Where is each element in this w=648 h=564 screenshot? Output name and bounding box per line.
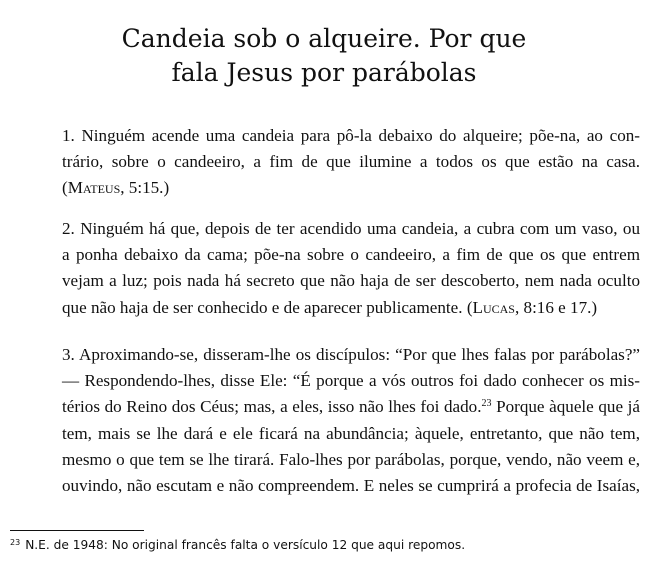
chapter-title-line-2: fala Jesus por parábolas xyxy=(171,58,477,87)
paragraph-2-line-3: vejam a luz; pois nada há secreto que não haja de ser descoberto, nem nada oculto xyxy=(62,271,640,291)
paragraph-3-line-5: mesmo o que tem se lhe tirará. Falo-lhes por parábolas, porque, vendo, não veem e, xyxy=(62,449,640,469)
scripture-reference-name: Mateus xyxy=(67,178,121,198)
footnote-reference[interactable]: 23 xyxy=(481,398,492,410)
paragraph-3-line-1: 3. Aproximando-se, disseram-lhe os discípulos: “Por que lhes falas por parábolas?” xyxy=(62,345,640,364)
paragraph-1-line-2: trário, sobre o candeeiro, a fim de que ilumine a todos os que estão na casa. xyxy=(62,152,640,172)
footnote-divider xyxy=(10,530,144,531)
paragraph-3-line-4: tem, mais se lhe dará e ele ficará na abundância; àquele, entretanto, que não tem, xyxy=(62,423,640,443)
paragraph-3-line-6: ouvindo, não escutam e não compreendem. E neles se cumprirá a profecia de Isaías, xyxy=(62,475,640,495)
paragraph-3-line-2: — Respondendo-lhes, disse Ele: “É porque a vós outros foi dado conhecer os mis- xyxy=(62,371,640,391)
scripture-reference-verse: , 8:16 e 17.) xyxy=(514,297,598,317)
chapter-title-line-1: Candeia sob o alqueire. Por que xyxy=(121,24,527,53)
paragraph-3-line-3-before: térios do Reino dos Céus; mas, a eles, isso não lhes foi dado. xyxy=(62,397,482,417)
footnote-number: 23 xyxy=(10,538,21,547)
scripture-reference-name: Lucas xyxy=(472,297,515,317)
paragraph-1 xyxy=(62,123,640,202)
paragraph-2-line-2: a ponha debaixo da cama; põe-na sobre o candeeiro, a fim de que os que entrem xyxy=(62,245,640,265)
footnote-text: N.E. de 1948: No original francês falta o versículo 12 que aqui repomos. xyxy=(25,538,466,552)
paragraph-1-line-1: 1. Ninguém acende uma candeia para pô-la debaixo do alqueire; põe-na, ao con- xyxy=(62,126,640,145)
reference-open-paren: ( xyxy=(62,178,68,198)
footnote xyxy=(10,537,465,553)
paragraph-2-line-4 xyxy=(62,295,640,321)
paragraph-3-line-3 xyxy=(62,394,640,420)
paragraph-3-line-3-after: Porque àquele que já xyxy=(491,397,640,417)
paragraph-2-line-1: 2. Ninguém há que, depois de ter acendido uma candeia, a cubra com um vaso, ou xyxy=(62,219,640,238)
paragraph-2 xyxy=(62,216,640,321)
paragraph-1-line-3 xyxy=(62,175,640,201)
paragraph-2-line-4-text: que não haja de ser conhecido e de aparecer publicamente. ( xyxy=(62,297,473,317)
paragraph-3 xyxy=(62,342,640,499)
chapter-title xyxy=(60,22,588,90)
scripture-reference-verse: , 5:15.) xyxy=(120,178,170,198)
